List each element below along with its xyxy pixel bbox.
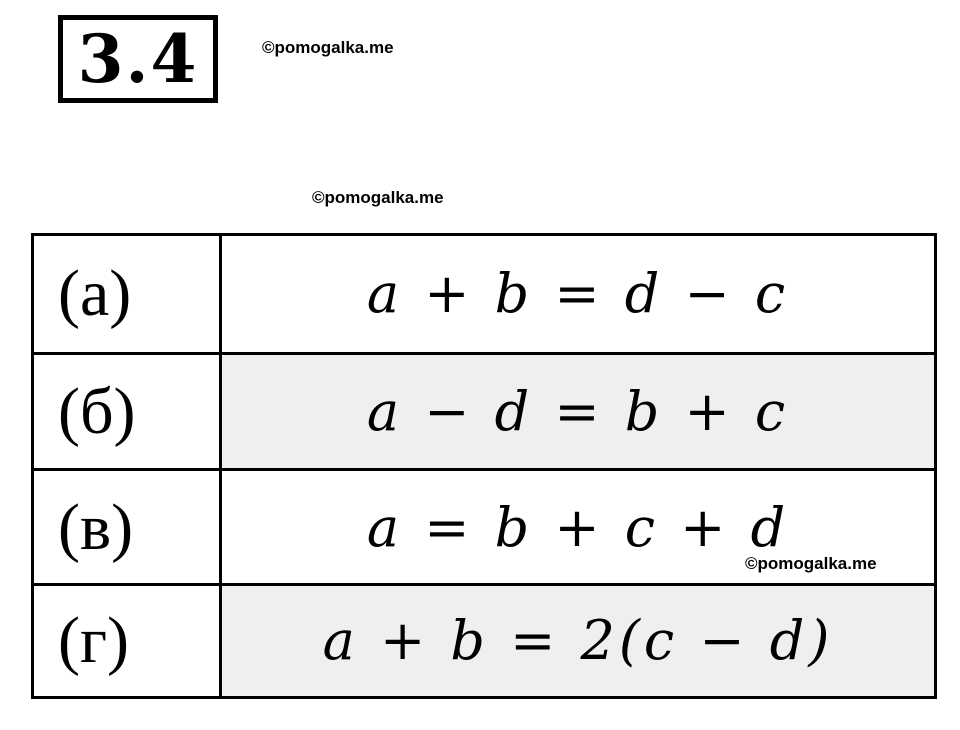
watermark-bottom: ©pomogalka.me [745,554,877,573]
row-label: (г) [34,586,222,696]
row-label: (б) [34,355,222,468]
row-formula: a + b = d − c [366,262,790,325]
row-formula: a = b + c + d [366,495,790,559]
table-row [34,352,934,468]
answer-table [31,233,937,699]
table-row [34,236,934,352]
watermark-middle: ©pomogalka.me [312,188,444,207]
table-row [34,583,934,696]
watermark-top: ©pomogalka.me [262,38,394,57]
row-formula: a + b = 2(c − d) [222,586,934,696]
problem-number-text: 3.4 [77,20,199,98]
row-label: (в) [34,471,222,584]
problem-number [58,15,218,103]
row-label: (а) [34,236,222,352]
row-formula: a − d = b + c [222,355,934,468]
